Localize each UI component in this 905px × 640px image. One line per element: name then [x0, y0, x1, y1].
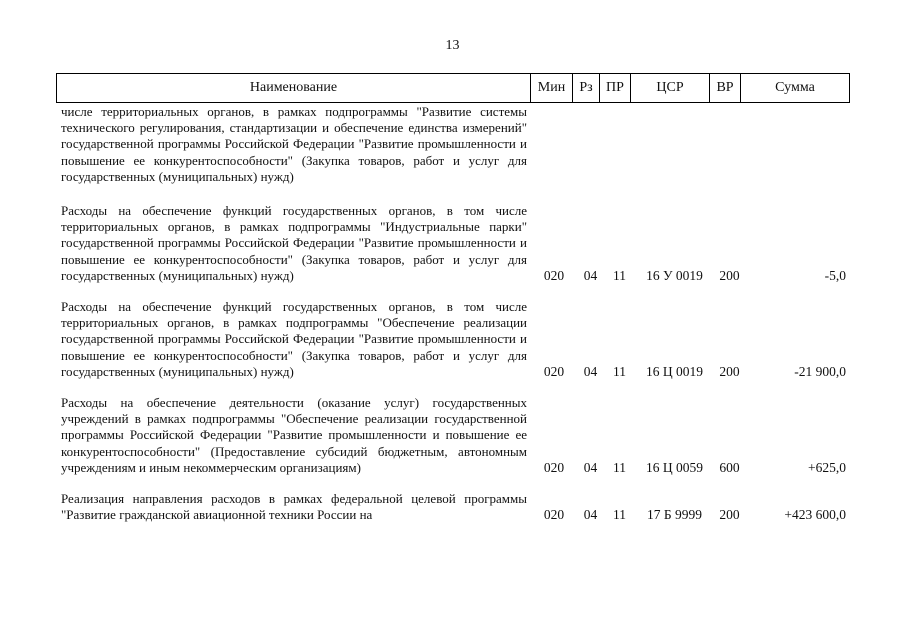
row-description: числе территориальных органов, в рамках подпрограммы "Развитие системы технического регулирования, стандартизации и обеспечение единства измерений" государственной программы Российской Федерации "Развитие промышленности и повышение ее конкурентоспособности" (Закупка товаров, работ и услуг для государственных (муниципальных) нужд) — [61, 104, 527, 184]
row-description: Расходы на обеспечение функций государственных органов, в том числе территориальных органов, в рамках подпрограммы "Обеспечение реализации государственной программы Российской Федерации "Развитие промышленности и повышение ее конкурентоспособности" (Закупка товаров, работ и услуг для государственных (муниципальных) нужд) — [61, 299, 527, 379]
table-row — [56, 395, 850, 476]
table-row — [56, 299, 850, 380]
header-rz: Рз — [573, 74, 600, 102]
row-rz: 04 — [583, 268, 598, 284]
row-csr: 16 Ц 0059 — [646, 460, 703, 476]
table-header — [56, 73, 850, 103]
row-pr: 11 — [613, 364, 626, 380]
row-rz: 04 — [583, 507, 598, 523]
row-rz: 04 — [583, 460, 598, 476]
row-sum: +625,0 — [808, 460, 846, 476]
header-name: Наименование — [57, 74, 531, 102]
row-vr: 200 — [719, 364, 740, 380]
header-min: Мин — [531, 74, 573, 102]
row-description: Расходы на обеспечение функций государственных органов, в том числе территориальных органов, в рамках подпрограммы "Индустриальные парки" государственной программы Российской Федерации "Развитие промышленности и повышение ее конкурентоспособности" (Закупка товаров, работ и услуг для государственных (муниципальных) нужд) — [61, 203, 527, 283]
row-vr: 200 — [719, 507, 740, 523]
header-vr: ВР — [710, 74, 741, 102]
row-pr: 11 — [613, 268, 626, 284]
table-body — [56, 104, 850, 538]
row-sum: +423 600,0 — [784, 507, 846, 523]
row-csr: 17 Б 9999 — [646, 507, 702, 523]
row-min: 020 — [543, 507, 565, 523]
row-pr: 11 — [613, 507, 626, 523]
row-sum: -5,0 — [824, 268, 846, 284]
row-vr: 200 — [719, 268, 740, 284]
header-csr: ЦСР — [631, 74, 710, 102]
table-row — [56, 491, 850, 523]
header-pr: ПР — [600, 74, 631, 102]
row-min: 020 — [543, 460, 565, 476]
row-rz: 04 — [583, 364, 598, 380]
row-vr: 600 — [719, 460, 740, 476]
row-description: Реализация направления расходов в рамках федеральной целевой программы "Развитие гражданской авиационной техники России на — [61, 491, 527, 523]
row-min: 020 — [543, 364, 565, 380]
row-min: 020 — [543, 268, 565, 284]
table-row — [56, 104, 850, 185]
page-number: 13 — [445, 38, 460, 53]
header-sum: Сумма — [775, 80, 815, 95]
row-sum: -21 900,0 — [794, 364, 846, 380]
row-pr: 11 — [613, 460, 626, 476]
row-csr: 16 Ц 0019 — [646, 364, 703, 380]
row-csr: 16 У 0019 — [646, 268, 703, 284]
table-row — [56, 203, 850, 284]
row-description: Расходы на обеспечение деятельности (оказание услуг) государственных учреждений в рамках подпрограммы "Обеспечение реализации государственной программы Российской Федерации "Развитие промышленности и повышение ее конкурентоспособности" (Предоставление субсидий бюджетным, автономным учреждениям и иным некоммерческим организациям) — [61, 395, 527, 475]
